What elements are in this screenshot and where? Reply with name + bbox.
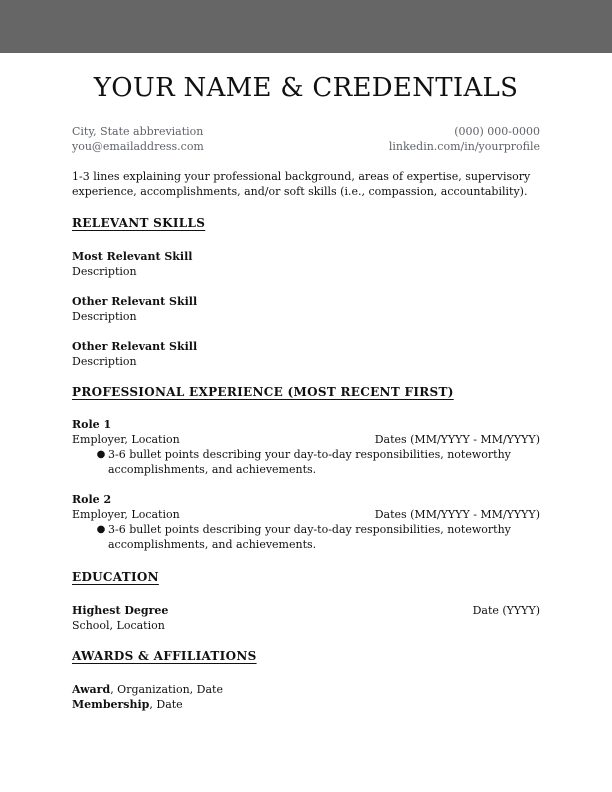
membership-line — [72, 697, 540, 712]
skill-entry — [72, 249, 540, 279]
role-bullet-text: 3-6 bullet points describing your day-to-day responsibilities, noteworthy accomplishments, and achievements. — [108, 523, 511, 551]
skill-description: Description — [72, 355, 137, 368]
role-bullet-text: 3-6 bullet points describing your day-to-day responsibilities, noteworthy accomplishments, and achievements. — [108, 448, 511, 476]
award-details: , Organization, Date — [110, 683, 223, 696]
role-title: Role 2 — [72, 493, 112, 506]
contact-block — [72, 124, 540, 154]
role-dates: Dates (MM/YYYY - MM/YYYY) — [374, 433, 540, 446]
section-heading-education: EDUCATION — [72, 570, 159, 584]
skill-title: Most Relevant Skill — [72, 250, 193, 263]
page-title: YOUR NAME & CREDENTIALS — [93, 73, 519, 103]
skill-description: Description — [72, 310, 137, 323]
education-date: Date (YYYY) — [472, 604, 540, 617]
header-band — [0, 0, 612, 53]
bullet-icon: ● — [96, 524, 106, 535]
awards-block — [72, 682, 540, 712]
skill-title: Other Relevant Skill — [72, 295, 198, 308]
employer-location: Employer, Location — [72, 508, 180, 521]
education-entry — [72, 603, 540, 633]
skill-entry — [72, 339, 540, 369]
section-heading-skills: RELEVANT SKILLS — [72, 216, 206, 230]
contact-phone: (000) 000-0000 — [454, 125, 540, 138]
membership-label: Membership — [72, 698, 150, 711]
employer-location: Employer, Location — [72, 433, 180, 446]
degree-title: Highest Degree — [72, 604, 169, 617]
role-entry — [72, 492, 540, 552]
contact-email: you@emailaddress.com — [72, 140, 204, 153]
section-heading-awards: AWARDS & AFFILIATIONS — [72, 649, 257, 663]
role-title: Role 1 — [72, 418, 112, 431]
membership-details: , Date — [149, 698, 183, 711]
contact-linkedin: linkedin.com/in/yourprofile — [388, 140, 540, 153]
award-line — [72, 682, 540, 697]
section-heading-experience: PROFESSIONAL EXPERIENCE (MOST RECENT FIRST) — [72, 385, 454, 399]
professional-summary: 1-3 lines explaining your professional background, areas of expertise, supervisory experience, accomplishments, and/or soft skills (i.e., compassion, accountability). — [72, 170, 531, 198]
contact-location: City, State abbreviation — [72, 125, 204, 138]
skill-entry — [72, 294, 540, 324]
school-location: School, Location — [72, 619, 165, 632]
role-dates: Dates (MM/YYYY - MM/YYYY) — [374, 508, 540, 521]
skill-description: Description — [72, 265, 137, 278]
bullet-icon: ● — [96, 449, 106, 460]
award-label: Award — [72, 683, 111, 696]
role-entry — [72, 417, 540, 477]
skill-title: Other Relevant Skill — [72, 340, 198, 353]
